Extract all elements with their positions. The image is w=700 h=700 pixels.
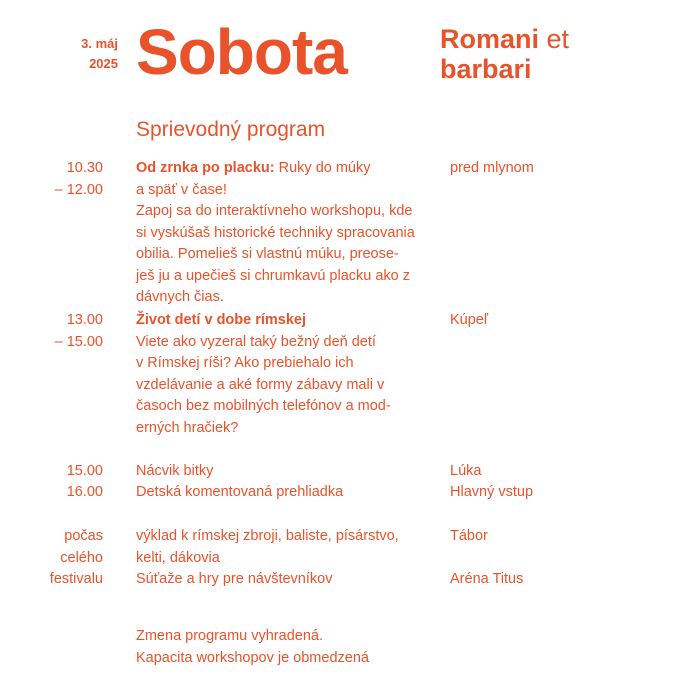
event-3-place: Lúka [450,463,482,479]
event-3-time: 15.00 [66,463,103,479]
event-2-description: Život detí v dobe rímskej Viete ako vyzeral taký bežný deň detí v Rímskej ríši? Ako prebiehalo ich vzdelávanie a aké formy zábavy mali v časoch bez mobilných telefónov a mod- erných hračiek? [136,310,436,439]
event-2-title: Život detí v dobe rímskej [136,312,307,328]
event-5-time: počas celého festivalu [49,528,103,587]
brand-logo [440,24,569,84]
event-1-time: 10.30 – 12.00 [54,160,103,198]
event-2-time: 13.00 – 15.00 [54,312,103,350]
section-subtitle: Sprievodný program [136,118,326,141]
event-5-description: výklad k rímskej zbroji, baliste, písárstvo, kelti, dákovia Súťaže a hry pre návštevníkov [136,528,399,587]
page-title: Sobota [136,16,347,88]
event-3-description: Nácvik bitky [136,463,214,479]
event-2-place: Kúpeľ [450,312,489,328]
brand-word-et: et [546,24,570,54]
event-1-place: pred mlynom [450,160,534,176]
event-4-place: Hlavný vstup [450,484,534,500]
event-1-title: Od zrnka po placku: [136,160,275,176]
event-4-time: 16.00 [66,484,103,500]
date-year: 2025 [89,56,118,71]
footer-note: Zmena programu vyhradená. Kapacita workshopov je obmedzená [136,628,369,666]
event-5-places: Tábor Aréna Titus [450,528,524,587]
date-day: 3. máj [81,36,118,51]
event-4-description: Detská komentovaná prehliadka [136,484,344,500]
brand-word-romani: Romani [440,24,540,54]
date [60,34,118,74]
brand-word-barbari: barbari [440,54,532,84]
event-1-description: Od zrnka po placku: Ruky do múky a späť v čase! Zapoj sa do interaktívneho workshopu, kde si vyskúšaš historické techniky spracovania obilia. Pomelieš si vlastnú múku, preose- ješ ju a upečieš si chrumkavú placku ako z dávnych čias. [136,160,415,305]
